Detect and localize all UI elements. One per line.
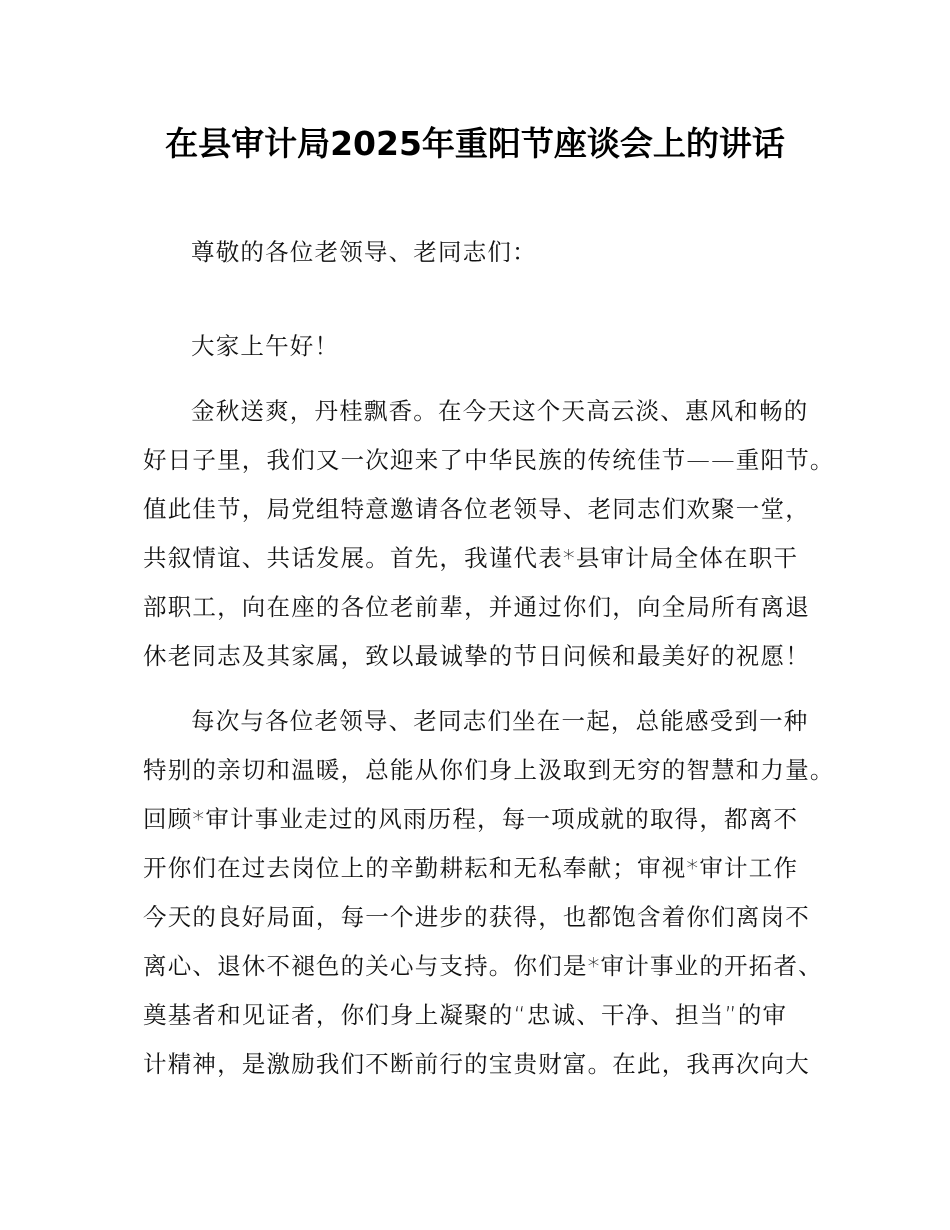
paragraph-line: 每次与各位老领导、老同志们坐在一起，总能感受到一种 (191, 707, 809, 735)
paragraph-line: 回顾*审计事业走过的风雨历程，每一项成就的取得，都离不 (143, 805, 799, 833)
paragraph-line: 值此佳节，局党组特意邀请各位老领导、老同志们欢聚一堂， (143, 495, 810, 523)
paragraph-line: 共叙情谊、共话发展。首先，我谨代表*县审计局全体在职干 (143, 544, 799, 572)
paragraph-line: 部职工，向在座的各位老前辈，并通过你们，向全局所有离退 (143, 593, 810, 621)
paragraph-line: 计精神，是激励我们不断前行的宝贵财富。在此，我再次向大 (143, 1050, 810, 1078)
paragraph-line: 开你们在过去岗位上的辛勤耕耘和无私奉献；审视*审计工作 (143, 854, 799, 882)
greeting: 大家上午好！ (191, 332, 340, 360)
salutation: 尊敬的各位老领导、老同志们： (191, 238, 537, 266)
paragraph-line: 离心、退休不褪色的关心与支持。你们是*审计事业的开拓者、 (143, 952, 823, 980)
paragraph-line: 奠基者和见证者，你们身上凝聚的“忠诚、干净、担当”的审 (143, 1001, 788, 1029)
paragraph-line: 休老同志及其家属，致以最诚挚的节日问候和最美好的祝愿！ (143, 642, 810, 670)
document-title: 在县审计局2025年重阳节座谈会上的讲话 (165, 124, 785, 163)
paragraph-line: 今天的良好局面，每一个进步的获得，也都饱含着你们离岗不 (143, 903, 810, 931)
paragraph-line: 好日子里，我们又一次迎来了中华民族的传统佳节——重阳节。 (143, 446, 835, 474)
paragraph-line: 金秋送爽，丹桂飘香。在今天这个天高云淡、惠风和畅的 (191, 397, 809, 425)
paragraph-line: 特别的亲切和温暖，总能从你们身上汲取到无穷的智慧和力量。 (143, 756, 835, 784)
